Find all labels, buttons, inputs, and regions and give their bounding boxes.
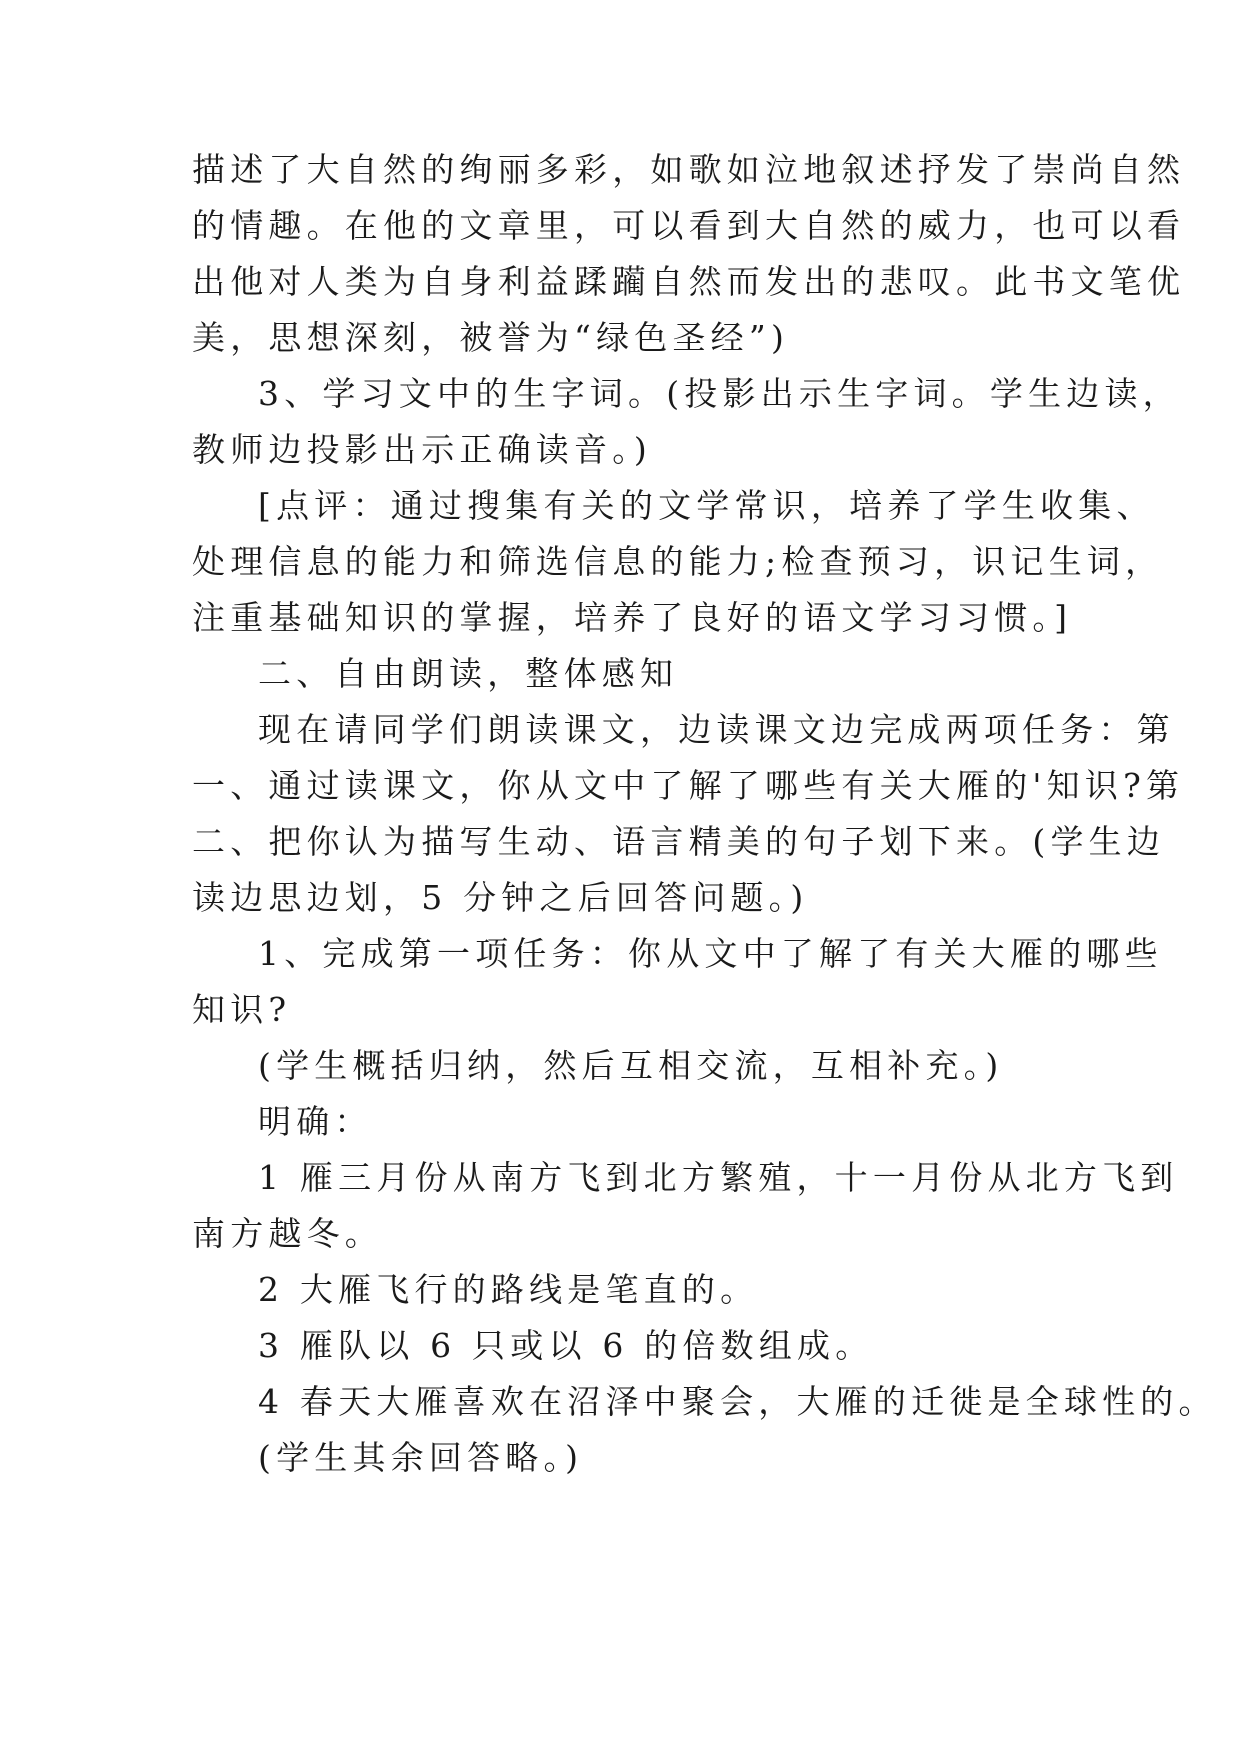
- text-line: 明确：: [258, 1102, 373, 1141]
- text-line: 一、通过读课文，你从文中了解了哪些有关大雁的'知识?第: [192, 766, 1185, 805]
- list-item: 4 春天大雁喜欢在沼泽中聚会，大雁的迁徙是全球性的。: [258, 1382, 1217, 1421]
- text-line: (学生其余回答略。): [258, 1438, 584, 1477]
- text-line: 读边思边划，5 分钟之后回答问题。): [192, 878, 809, 917]
- text-line: 教师边投影出示正确读音。): [192, 430, 652, 469]
- text-line: 处理信息的能力和筛选信息的能力;检查预习，识记生词，: [192, 542, 1164, 581]
- text-line: 1、完成第一项任务：你从文中了解了有关大雁的哪些: [258, 934, 1163, 973]
- text-line: 知识?: [192, 990, 292, 1029]
- text-line: [点评：通过搜集有关的文学常识，培养了学生收集、: [258, 486, 1155, 525]
- text-line: 现在请同学们朗读课文，边读课文边完成两项任务：第: [258, 710, 1175, 749]
- list-item: 2 大雁飞行的路线是笔直的。: [258, 1270, 759, 1309]
- text-line: (学生概括归纳，然后互相交流，互相补充。): [258, 1046, 1004, 1085]
- text-line: 的情趣。在他的文章里，可以看到大自然的威力，也可以看: [192, 206, 1186, 245]
- text-line: 出他对人类为自身利益蹂躏自然而发出的悲叹。此书文笔优: [192, 262, 1186, 301]
- text-line: 3、学习文中的生字词。(投影出示生字词。学生边读，: [258, 374, 1181, 413]
- text-line: 美，思想深刻，被誉为“绿色圣经”): [192, 318, 790, 357]
- list-item: 3 雁队以 6 只或以 6 的倍数组成。: [258, 1326, 874, 1365]
- text-line: 二、把你认为描写生动、语言精美的句子划下来。(学生边: [192, 822, 1166, 861]
- text-line: 注重基础知识的掌握，培养了良好的语文学习习惯。]: [192, 598, 1073, 637]
- section-heading: 二、自由朗读，整体感知: [258, 654, 679, 693]
- text-line: 描述了大自然的绚丽多彩，如歌如泣地叙述抒发了崇尚自然: [192, 150, 1186, 189]
- text-line: 南方越冬。: [192, 1214, 383, 1253]
- list-item: 1 雁三月份从南方飞到北方繁殖，十一月份从北方飞到: [258, 1158, 1179, 1197]
